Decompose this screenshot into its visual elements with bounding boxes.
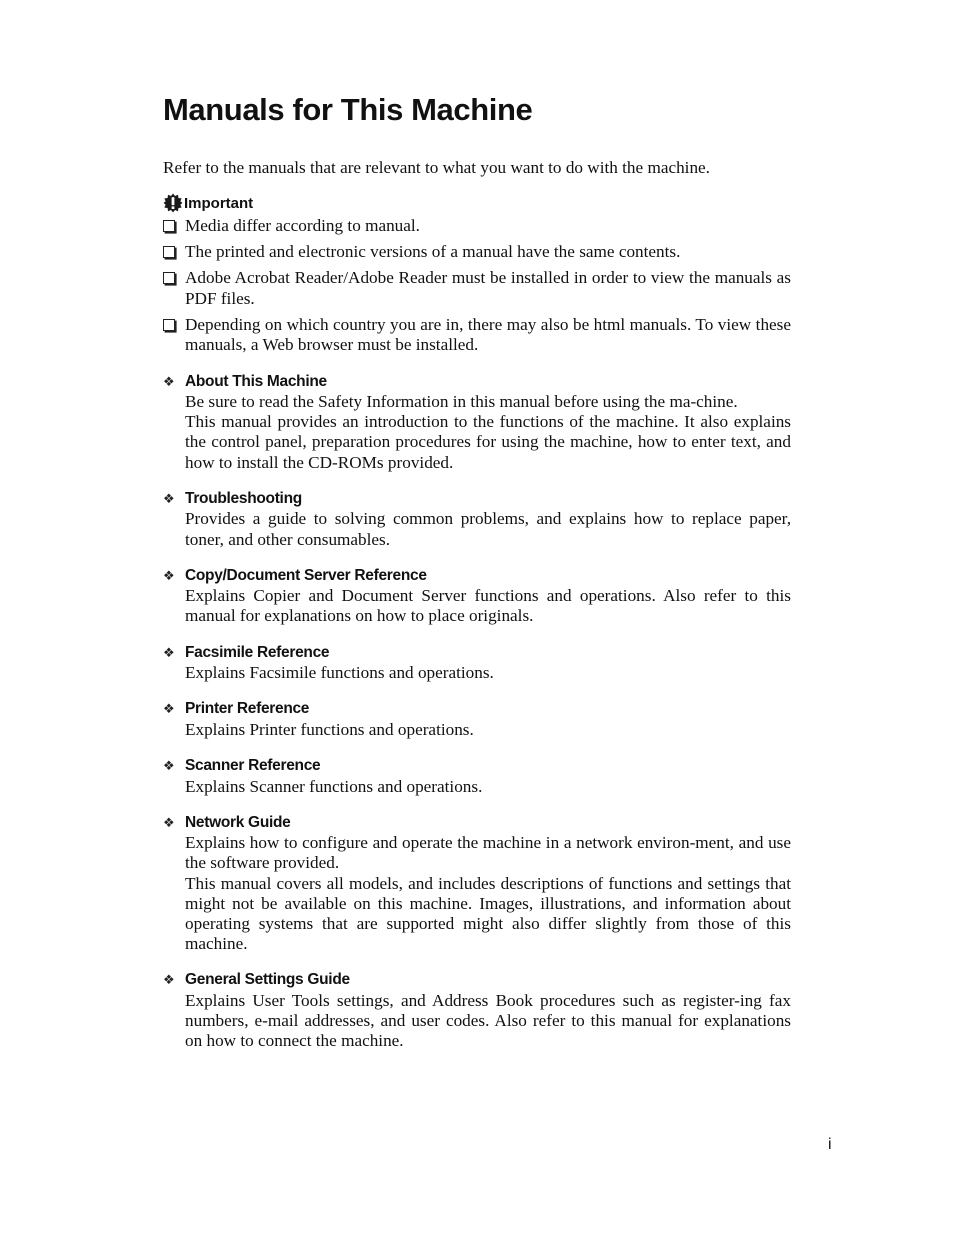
manual-list <box>163 371 791 1067</box>
section-paragraph: Explains how to configure and operate the machine in a network environ-ment, and use the software provided. <box>185 833 791 873</box>
manual-section-facsimile <box>163 642 791 683</box>
important-item-text: The printed and electronic versions of a manual have the same contents. <box>185 242 681 261</box>
section-title: Facsimile Reference <box>185 643 330 661</box>
section-paragraph: Explains Printer functions and operations. <box>185 719 474 739</box>
section-body <box>163 833 791 954</box>
checkbox-icon <box>163 319 175 331</box>
important-item <box>163 242 791 263</box>
section-title: Printer Reference <box>185 700 310 718</box>
section-body <box>163 663 791 683</box>
diamond-bullet-icon: ❖ <box>163 701 175 717</box>
important-label: Important <box>184 194 254 212</box>
manual-section-copy-document-server <box>163 565 791 626</box>
important-item-text: Depending on which country you are in, there may also be html manuals. To view these manuals, a Web browser must be installed. <box>185 314 791 354</box>
important-item-text: Media differ according to manual. <box>185 216 420 235</box>
section-heading <box>163 756 791 777</box>
section-title: General Settings Guide <box>185 971 350 989</box>
manual-section-printer <box>163 699 791 740</box>
section-body <box>163 392 791 473</box>
section-heading <box>163 488 791 509</box>
section-heading <box>163 699 791 720</box>
manual-section-general-settings <box>163 970 791 1052</box>
diamond-bullet-icon: ❖ <box>163 814 175 830</box>
diamond-bullet-icon: ❖ <box>163 567 175 583</box>
section-paragraph: Be sure to read the Safety Information in this manual before using the ma-chine. <box>185 392 738 411</box>
important-item <box>163 216 791 237</box>
checkbox-icon <box>163 220 175 232</box>
section-paragraph: This manual covers all models, and includes descriptions of functions and settings that might not be available on this machine. Images, illustrations, and information about operating systems that are supported might also differ slightly from those of this machine. <box>185 873 791 954</box>
section-title: About This Machine <box>185 372 327 390</box>
section-heading <box>163 812 791 833</box>
important-item-text: Adobe Acrobat Reader/Adobe Reader must be installed in order to view the manuals as PDF files. <box>185 268 791 308</box>
section-body <box>163 509 791 549</box>
section-title: Copy/Document Server Reference <box>185 566 427 584</box>
important-heading <box>163 192 791 214</box>
diamond-bullet-icon: ❖ <box>163 758 175 774</box>
important-box <box>163 192 791 361</box>
section-heading <box>163 970 791 991</box>
page-number: i <box>828 1136 832 1153</box>
section-paragraph: Explains Facsimile functions and operations. <box>185 663 494 683</box>
section-heading <box>163 371 791 392</box>
manual-section-network <box>163 812 791 954</box>
section-body <box>163 720 791 740</box>
section-paragraph: This manual provides an introduction to the functions of the machine. It also explains the control panel, preparation procedures for using the machine, how to enter text, and how to install the CD-ROMs provided. <box>185 412 791 472</box>
manual-section-about <box>163 371 791 473</box>
section-paragraph: Explains User Tools settings, and Address Book procedures such as register-ing fax numbers, e-mail addresses, and user codes. Also refer to this manual for explanations on how to connect the machine. <box>185 990 791 1051</box>
section-body <box>163 777 791 797</box>
section-paragraph: Provides a guide to solving common problems, and explains how to replace paper, toner, and other consumables. <box>185 509 791 549</box>
page-title: Manuals for This Machine <box>163 92 533 127</box>
section-heading <box>163 642 791 663</box>
diamond-bullet-icon: ❖ <box>163 972 175 988</box>
important-item <box>163 268 791 309</box>
intro-text: Refer to the manuals that are relevant to what you want to do with the machine. <box>163 158 710 177</box>
checkbox-icon <box>163 246 175 258</box>
important-list <box>163 216 791 356</box>
section-title: Troubleshooting <box>185 489 302 507</box>
important-item <box>163 315 791 356</box>
diamond-bullet-icon: ❖ <box>163 644 175 660</box>
section-title: Network Guide <box>185 813 291 831</box>
diamond-bullet-icon: ❖ <box>163 373 175 389</box>
section-paragraph: Explains Copier and Document Server functions and operations. Also refer to this manual for explanations on how to place originals. <box>185 586 791 626</box>
section-body <box>163 991 791 1052</box>
manual-section-troubleshooting <box>163 488 791 549</box>
diamond-bullet-icon: ❖ <box>163 490 175 506</box>
manual-section-scanner <box>163 756 791 797</box>
important-icon <box>163 193 183 213</box>
section-body <box>163 586 791 626</box>
section-title: Scanner Reference <box>185 757 321 775</box>
section-paragraph: Explains Scanner functions and operations. <box>185 776 483 796</box>
checkbox-icon <box>163 272 175 284</box>
section-heading <box>163 565 791 586</box>
